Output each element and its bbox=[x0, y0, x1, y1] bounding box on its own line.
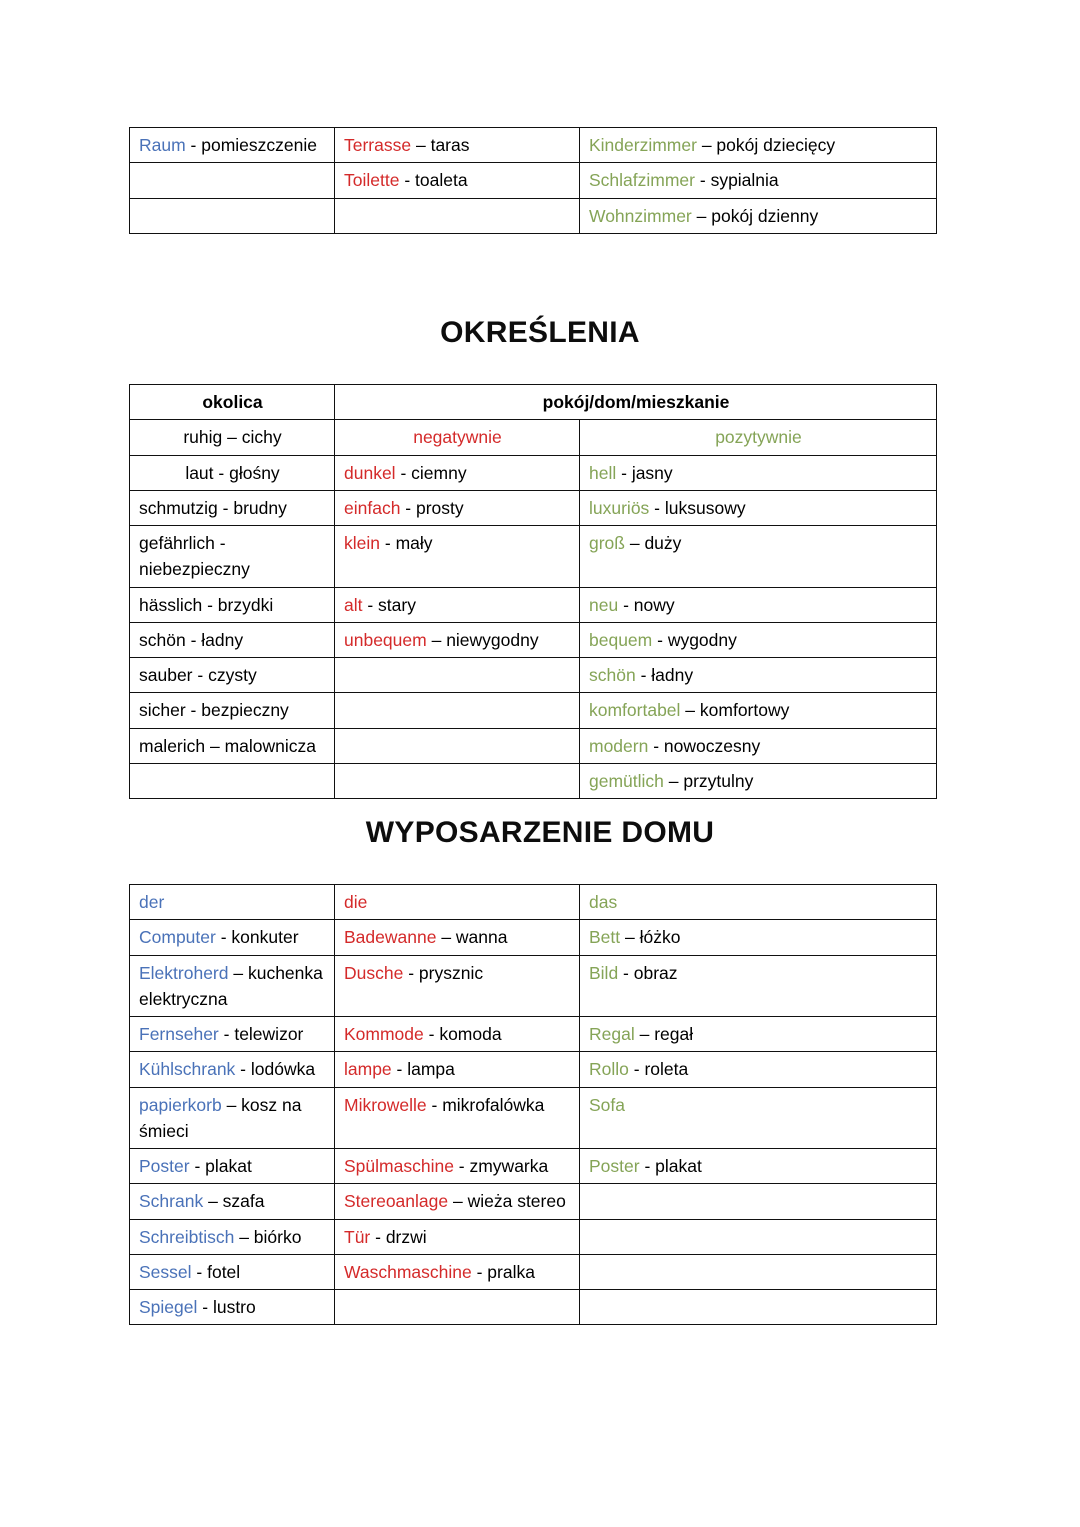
vocab-separator: - bbox=[399, 170, 416, 191]
vocab-translation: mikrofalówka bbox=[442, 1094, 545, 1115]
vocab-translation: łóżko bbox=[639, 927, 681, 948]
vocab-translation: lustro bbox=[212, 1297, 256, 1317]
vocab-separator: - bbox=[616, 462, 632, 483]
vocab-term: schön bbox=[139, 629, 186, 650]
vocab-translation: nowy bbox=[633, 594, 675, 615]
table-row bbox=[130, 1184, 937, 1219]
vocab-translation: prosty bbox=[416, 497, 464, 518]
vocab-separator: - bbox=[185, 629, 202, 650]
vocab-cell bbox=[335, 1254, 580, 1289]
vocab-term: Schrank bbox=[139, 1191, 204, 1212]
vocab-term: neu bbox=[589, 594, 619, 615]
vocab-translation: ładny bbox=[201, 629, 244, 650]
vocab-cell bbox=[580, 763, 937, 798]
okreslenia-table-head bbox=[130, 385, 937, 420]
vocab-separator: – bbox=[234, 1226, 254, 1247]
vocab-cell bbox=[130, 1149, 335, 1184]
vocab-cell bbox=[580, 920, 937, 955]
table-row bbox=[130, 1087, 937, 1149]
vocab-cell bbox=[130, 587, 335, 622]
vocab-translation: plakat bbox=[655, 1156, 702, 1176]
vocab-translation: komfortowy bbox=[699, 700, 790, 721]
vocab-term: alt bbox=[344, 594, 363, 615]
vocab-cell bbox=[130, 658, 335, 693]
vocab-term: Rollo bbox=[589, 1059, 629, 1080]
vocab-term: Schreibtisch bbox=[139, 1226, 235, 1247]
vocab-translation: czysty bbox=[208, 665, 257, 685]
vocab-translation: duży bbox=[644, 533, 682, 553]
vocab-term: Bild bbox=[589, 962, 619, 983]
vocab-separator: - bbox=[628, 1059, 645, 1080]
vocab-term: Computer bbox=[139, 927, 216, 948]
vocab-separator: - bbox=[218, 1024, 235, 1044]
vocab-term: einfach bbox=[344, 497, 401, 518]
vocab-term: Elektroherd bbox=[139, 962, 229, 983]
vocab-separator: - bbox=[362, 594, 379, 615]
vocab-separator: - bbox=[395, 462, 412, 483]
table-row bbox=[130, 455, 937, 490]
vocab-translation: wanna bbox=[455, 927, 508, 948]
vocab-term: Bett bbox=[589, 927, 621, 948]
vocab-translation: brzydki bbox=[217, 594, 274, 615]
column-header: okolica bbox=[130, 385, 335, 420]
rooms-vocabulary-table bbox=[129, 127, 937, 234]
vocab-cell bbox=[335, 763, 580, 798]
vocab-term: Raum bbox=[139, 135, 186, 155]
wyposarzenie-table bbox=[129, 884, 937, 1325]
vocab-separator: - bbox=[215, 927, 232, 948]
vocab-translation: kuchenka elektryczna bbox=[139, 962, 323, 1009]
vocab-translation: pomieszczenie bbox=[201, 135, 317, 155]
vocab-separator: – bbox=[221, 1094, 242, 1115]
vocab-translation: wygodny bbox=[667, 629, 737, 650]
vocab-cell bbox=[335, 1087, 580, 1149]
vocab-separator: - bbox=[185, 700, 202, 721]
vocab-cell bbox=[335, 1149, 580, 1184]
vocab-cell bbox=[335, 455, 580, 490]
vocab-term: dunkel bbox=[344, 462, 396, 483]
table-row bbox=[130, 763, 937, 798]
vocab-cell bbox=[580, 526, 937, 588]
vocab-separator: - bbox=[652, 629, 668, 650]
vocab-separator: - bbox=[192, 665, 209, 685]
vocab-cell bbox=[580, 455, 937, 490]
vocab-term: Waschmaschine bbox=[344, 1261, 472, 1282]
vocab-cell bbox=[580, 1087, 937, 1149]
vocab-translation: taras bbox=[430, 135, 470, 155]
table-row bbox=[130, 1254, 937, 1289]
vocab-term: Toilette bbox=[344, 170, 400, 191]
vocab-term: Schlafzimmer bbox=[589, 170, 695, 191]
vocab-translation: plakat bbox=[205, 1156, 252, 1176]
vocab-cell bbox=[580, 1290, 937, 1325]
vocab-translation: wieża stereo bbox=[467, 1191, 566, 1212]
vocab-cell bbox=[580, 1219, 937, 1254]
vocab-separator: – bbox=[624, 533, 645, 553]
vocab-cell bbox=[580, 728, 937, 763]
vocab-cell bbox=[130, 1219, 335, 1254]
vocab-term: lampe bbox=[344, 1059, 392, 1080]
vocab-term: Sessel bbox=[139, 1261, 192, 1282]
vocab-separator: – bbox=[222, 427, 242, 448]
vocab-cell bbox=[130, 728, 335, 763]
vocab-separator: - bbox=[380, 533, 396, 553]
vocab-cell bbox=[130, 455, 335, 490]
vocab-cell bbox=[580, 955, 937, 1017]
vocab-term: klein bbox=[344, 533, 380, 553]
vocab-separator: - bbox=[189, 1156, 206, 1176]
vocab-term: Spülmaschine bbox=[344, 1156, 454, 1176]
vocab-cell bbox=[335, 420, 580, 455]
vocab-term: Kinderzimmer bbox=[589, 135, 697, 155]
vocab-cell bbox=[580, 198, 937, 233]
vocab-separator: - bbox=[197, 1297, 213, 1317]
vocab-translation: luksusowy bbox=[664, 497, 746, 518]
vocab-separator: - bbox=[370, 1226, 386, 1247]
vocab-cell bbox=[580, 128, 937, 163]
vocab-cell bbox=[335, 1052, 580, 1087]
vocab-separator: – bbox=[205, 735, 225, 756]
table-row bbox=[130, 163, 937, 198]
vocab-cell bbox=[130, 1254, 335, 1289]
vocab-separator: - bbox=[618, 962, 634, 983]
vocab-term: gemütlich bbox=[589, 770, 664, 791]
vocab-separator: - bbox=[426, 1094, 443, 1115]
vocab-separator: - bbox=[185, 135, 202, 155]
vocab-cell bbox=[580, 1149, 937, 1184]
vocab-separator: - bbox=[635, 665, 652, 685]
table-row bbox=[130, 587, 937, 622]
table-row bbox=[130, 198, 937, 233]
vocab-cell bbox=[335, 622, 580, 657]
vocab-translation: niebezpieczny bbox=[139, 559, 250, 580]
vocab-cell bbox=[580, 1254, 937, 1289]
vocab-separator: – bbox=[228, 962, 248, 983]
vocab-translation: drzwi bbox=[385, 1226, 427, 1247]
vocab-translation: ładny bbox=[651, 665, 694, 685]
vocab-translation: przytulny bbox=[683, 770, 754, 791]
table-row bbox=[130, 920, 937, 955]
column-header: pokój/dom/mieszkanie bbox=[335, 385, 937, 420]
vocab-term: bequem bbox=[589, 629, 653, 650]
vocab-term: groß bbox=[589, 533, 625, 553]
vocab-cell bbox=[130, 622, 335, 657]
table-header-row bbox=[130, 885, 937, 920]
vocab-separator: – bbox=[620, 927, 640, 948]
vocab-separator: - bbox=[214, 533, 226, 553]
vocab-cell bbox=[335, 920, 580, 955]
vocab-separator: - bbox=[471, 1261, 488, 1282]
vocab-term: hell bbox=[589, 462, 617, 483]
vocab-term: Terrasse bbox=[344, 135, 412, 155]
vocab-translation: prysznic bbox=[418, 962, 484, 983]
vocab-term: unbequem bbox=[344, 629, 427, 650]
vocab-term: gefährlich bbox=[139, 533, 215, 553]
rooms-table-body bbox=[130, 128, 937, 234]
vocab-separator: – bbox=[634, 1024, 655, 1044]
vocab-cell bbox=[580, 1184, 937, 1219]
table-subheader-row bbox=[130, 420, 937, 455]
vocab-cell bbox=[130, 1184, 335, 1219]
vocab-separator: - bbox=[648, 735, 664, 756]
vocab-translation: pokój dziecięcy bbox=[716, 135, 836, 155]
table-row bbox=[130, 128, 937, 163]
vocab-cell bbox=[580, 587, 937, 622]
vocab-cell bbox=[580, 490, 937, 525]
vocab-separator: – bbox=[680, 700, 700, 721]
vocab-translation: jasny bbox=[631, 462, 673, 483]
vocab-cell bbox=[335, 1219, 580, 1254]
vocab-translation: lampa bbox=[407, 1059, 455, 1080]
vocab-separator: – bbox=[203, 1191, 223, 1212]
okreslenia-table-body bbox=[130, 420, 937, 799]
vocab-cell bbox=[335, 526, 580, 588]
table-row bbox=[130, 728, 937, 763]
table-header-row bbox=[130, 385, 937, 420]
vocab-cell bbox=[335, 1184, 580, 1219]
vocab-cell bbox=[580, 420, 937, 455]
vocab-translation: obraz bbox=[633, 962, 678, 983]
vocab-translation: kosz na śmieci bbox=[139, 1094, 302, 1141]
vocab-translation: brudny bbox=[233, 497, 287, 518]
vocab-cell bbox=[130, 490, 335, 525]
vocab-cell bbox=[130, 920, 335, 955]
vocab-term: Poster bbox=[139, 1156, 190, 1176]
vocab-translation: bezpieczny bbox=[201, 700, 289, 721]
vocab-term: Poster bbox=[589, 1156, 640, 1176]
vocab-cell bbox=[580, 622, 937, 657]
vocab-term: Spiegel bbox=[139, 1297, 198, 1317]
vocab-cell bbox=[335, 128, 580, 163]
vocab-separator: – bbox=[426, 629, 447, 650]
column-header: die bbox=[335, 885, 580, 920]
vocab-term: hässlich bbox=[139, 594, 203, 615]
vocab-separator: - bbox=[217, 497, 234, 518]
vocab-cell bbox=[580, 1017, 937, 1052]
vocab-cell bbox=[130, 693, 335, 728]
vocab-separator: - bbox=[403, 962, 419, 983]
table-row bbox=[130, 1219, 937, 1254]
vocab-separator: – bbox=[448, 1191, 468, 1212]
vocab-cell bbox=[335, 163, 580, 198]
vocab-separator: - bbox=[202, 594, 218, 615]
vocab-term: komfortabel bbox=[589, 700, 681, 721]
vocab-term: pozytywnie bbox=[715, 427, 802, 448]
vocab-cell bbox=[580, 1052, 937, 1087]
vocab-separator: - bbox=[213, 462, 230, 483]
vocab-cell bbox=[130, 420, 335, 455]
vocab-term: sauber bbox=[139, 665, 193, 685]
vocab-cell bbox=[130, 526, 335, 588]
vocab-cell bbox=[335, 955, 580, 1017]
vocab-translation: ciemny bbox=[411, 462, 467, 483]
vocab-separator: – bbox=[411, 135, 431, 155]
vocab-separator: – bbox=[691, 205, 712, 226]
vocab-cell bbox=[580, 693, 937, 728]
vocab-term: luxuriös bbox=[589, 497, 650, 518]
vocab-translation: roleta bbox=[644, 1059, 689, 1080]
vocab-translation: zmywarka bbox=[469, 1156, 549, 1176]
vocab-term: modern bbox=[589, 735, 649, 756]
vocab-term: negatywnie bbox=[413, 427, 502, 448]
table-row bbox=[130, 693, 937, 728]
vocab-term: schmutzig bbox=[139, 497, 218, 518]
vocab-cell bbox=[335, 1017, 580, 1052]
table-row bbox=[130, 1052, 937, 1087]
vocab-term: Badewanne bbox=[344, 927, 437, 948]
vocab-cell bbox=[130, 163, 335, 198]
section-title-okreslenia: OKREŚLENIA bbox=[440, 316, 640, 349]
wyposarzenie-table-head bbox=[130, 885, 937, 920]
vocab-cell bbox=[335, 728, 580, 763]
vocab-cell bbox=[130, 1087, 335, 1149]
vocab-term: papierkorb bbox=[139, 1094, 222, 1115]
wyposarzenie-table-body bbox=[130, 920, 937, 1325]
vocab-translation: mały bbox=[395, 533, 433, 553]
vocab-translation: komoda bbox=[439, 1024, 502, 1044]
vocab-term: laut bbox=[185, 462, 214, 483]
vocab-cell bbox=[335, 490, 580, 525]
vocab-cell bbox=[335, 1290, 580, 1325]
vocab-translation: regał bbox=[654, 1024, 694, 1044]
vocab-translation: konkuter bbox=[231, 927, 299, 948]
vocab-cell bbox=[335, 587, 580, 622]
column-header: das bbox=[580, 885, 937, 920]
vocab-translation: niewygodny bbox=[446, 629, 539, 650]
vocab-cell bbox=[335, 693, 580, 728]
vocab-term: Dusche bbox=[344, 962, 404, 983]
table-row bbox=[130, 526, 937, 588]
vocab-term: Wohnzimmer bbox=[589, 205, 692, 226]
section-title-wyposarzenie: WYPOSARZENIE DOMU bbox=[365, 816, 715, 849]
vocab-term: Tür bbox=[344, 1226, 371, 1247]
vocab-cell bbox=[130, 955, 335, 1017]
vocab-term: Kühlschrank bbox=[139, 1059, 236, 1080]
vocab-separator: - bbox=[423, 1024, 440, 1044]
vocab-term: schön bbox=[589, 665, 636, 685]
vocab-cell bbox=[130, 1290, 335, 1325]
vocab-term: Kommode bbox=[344, 1024, 424, 1044]
vocab-term: Stereoanlage bbox=[344, 1191, 449, 1212]
vocab-separator: – bbox=[436, 927, 456, 948]
vocab-translation: stary bbox=[378, 594, 416, 615]
vocab-cell bbox=[335, 658, 580, 693]
okreslenia-table bbox=[129, 384, 937, 799]
vocab-separator: – bbox=[663, 770, 684, 791]
vocab-cell bbox=[130, 128, 335, 163]
vocab-separator: - bbox=[639, 1156, 656, 1176]
vocab-translation: toaleta bbox=[415, 170, 468, 191]
table-row bbox=[130, 955, 937, 1017]
vocab-translation: lodówka bbox=[250, 1059, 316, 1080]
vocab-term: sicher bbox=[139, 700, 186, 721]
vocab-separator: - bbox=[695, 170, 711, 191]
vocab-term: Regal bbox=[589, 1024, 635, 1044]
table-row bbox=[130, 1290, 937, 1325]
vocab-term: malerich bbox=[139, 735, 206, 756]
column-header: der bbox=[130, 885, 335, 920]
table-row bbox=[130, 658, 937, 693]
table-row bbox=[130, 1017, 937, 1052]
vocab-translation: cichy bbox=[241, 427, 282, 448]
vocab-translation: biórko bbox=[253, 1226, 302, 1247]
table-row bbox=[130, 1149, 937, 1184]
vocab-separator: - bbox=[649, 497, 665, 518]
vocab-term: Fernseher bbox=[139, 1024, 219, 1044]
vocab-translation: pralka bbox=[487, 1261, 535, 1282]
table-row bbox=[130, 490, 937, 525]
vocab-translation: fotel bbox=[207, 1261, 241, 1282]
vocab-translation: głośny bbox=[229, 462, 280, 483]
vocab-translation: szafa bbox=[222, 1191, 265, 1212]
vocab-term: Mikrowelle bbox=[344, 1094, 427, 1115]
vocab-translation: nowoczesny bbox=[663, 735, 761, 756]
vocab-term: ruhig bbox=[183, 427, 223, 448]
vocab-cell bbox=[580, 658, 937, 693]
vocab-translation: telewizor bbox=[234, 1024, 304, 1044]
vocab-separator: - bbox=[191, 1261, 208, 1282]
vocab-cell bbox=[130, 1052, 335, 1087]
vocab-separator: - bbox=[618, 594, 634, 615]
table-row bbox=[130, 622, 937, 657]
vocab-cell bbox=[335, 198, 580, 233]
vocab-separator: - bbox=[400, 497, 416, 518]
vocab-cell bbox=[130, 198, 335, 233]
vocab-translation: sypialnia bbox=[710, 170, 779, 191]
vocab-cell bbox=[130, 1017, 335, 1052]
vocab-separator: - bbox=[391, 1059, 408, 1080]
vocab-separator: - bbox=[453, 1156, 470, 1176]
vocab-separator: - bbox=[235, 1059, 251, 1080]
vocab-separator: – bbox=[696, 135, 717, 155]
vocab-translation: malownicza bbox=[224, 735, 317, 756]
vocab-cell bbox=[580, 163, 937, 198]
vocab-term: Sofa bbox=[589, 1094, 625, 1115]
vocab-cell bbox=[130, 763, 335, 798]
vocab-translation: pokój dzienny bbox=[711, 205, 819, 226]
